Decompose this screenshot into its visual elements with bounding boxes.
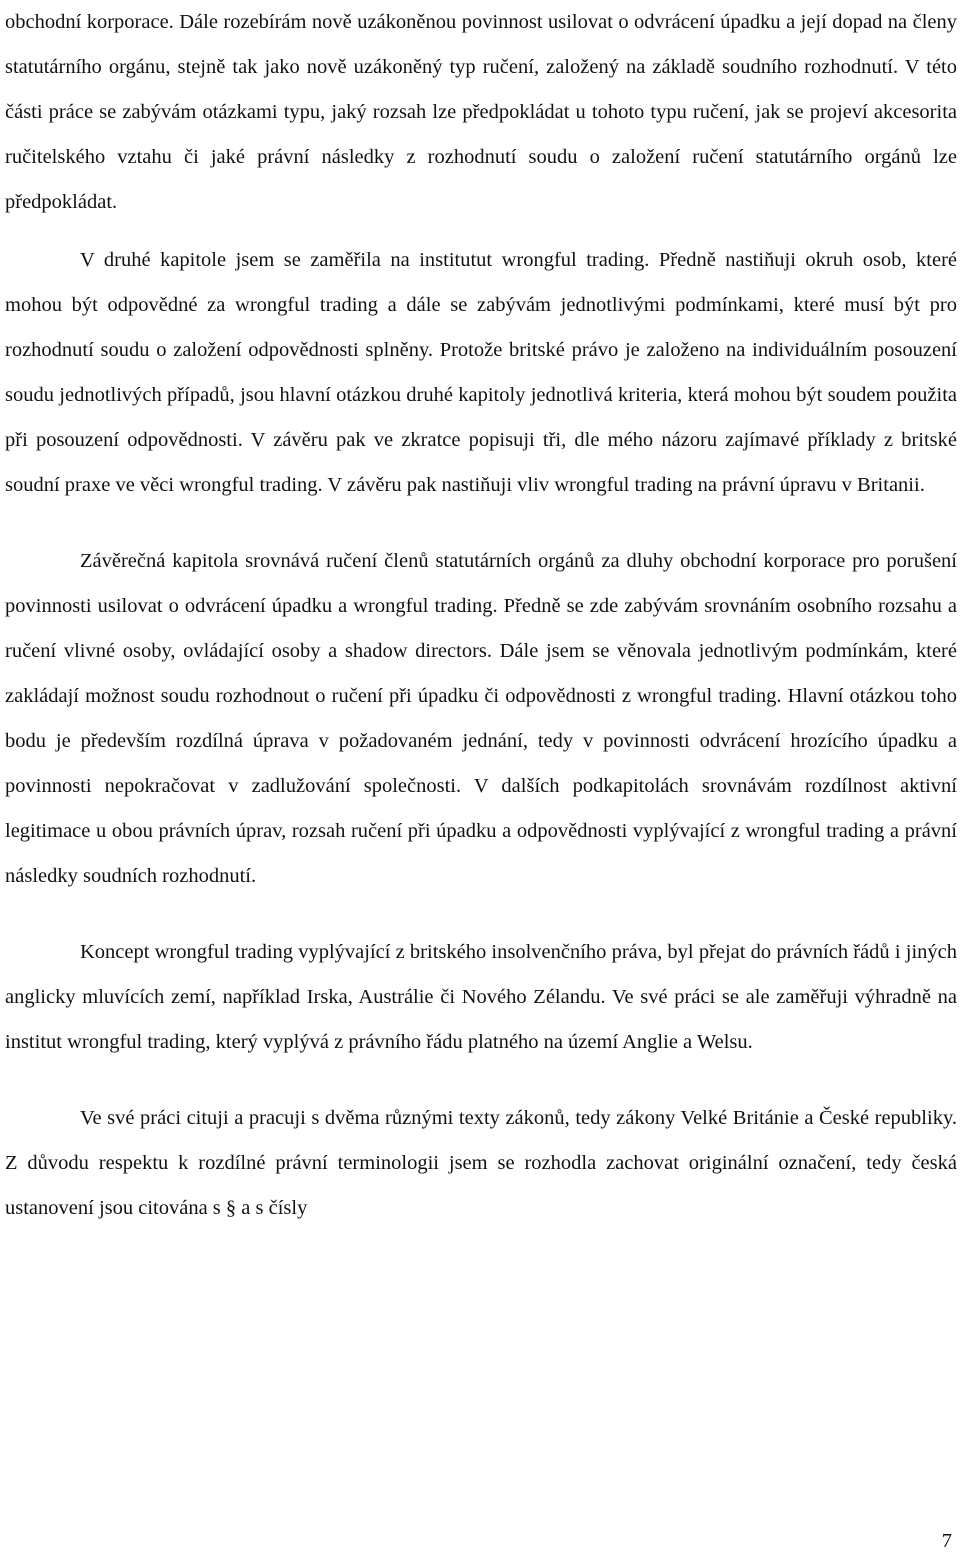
paragraph-final-chapter: Závěrečná kapitola srovnává ručení členů statutárních orgánů za dluhy obchodní korporace pro porušení povinnosti usilovat o odvrácení úpadku a wrongful trading. Předně se zde zabývám srovnáním osobního rozsahu a ručení vlivné osoby, ovládající osoby a shadow directors. Dále jsem se věnovala jednotlivým podmínkám, které zakládají možnost soudu rozhodnout o ručení při úpadku či odpovědnosti z wrongful trading. Hlavní otázkou toho bodu je především rozdílná úprava v požadovaném jednání, tedy v povinnosti odvrácení hrozícího úpadku a povinnosti nepokračovat v zadlužování společnosti. V dalších podkapitolách srovnávám rozdílnost aktivní legitimace u obou právních úprav, rozsah ručení při úpadku a odpovědnosti vyplývající z wrongful trading a právní následky soudních rozhodnutí. xyxy=(5,550,957,887)
paragraph-concept: Koncept wrongful trading vyplývající z britského insolvenčního práva, byl přejat do právních řádů i jiných anglicky mluvících zemí, například Irska, Austrálie či Nového Zélandu. Ve své práci se ale zaměřuji výhradně na institut wrongful trading, který vyplývá z právního řádu platného na území Anglie a Welsu. xyxy=(5,941,957,1053)
paragraph-citations: Ve své práci cituji a pracuji s dvěma různými texty zákonů, tedy zákony Velké Británie a České republiky. Z důvodu respektu k rozdílné právní terminologii jsem se rozhodla zachovat originální označení, tedy česká ustanovení jsou citována s § a s čísly xyxy=(5,1107,957,1219)
paragraph-second-chapter: V druhé kapitole jsem se zaměřila na institutut wrongful trading. Předně nastiňuji okruh osob, které mohou být odpovědné za wrongful trading a dále se zabývám jednotlivými podmínkami, které musí být pro rozhodnutí soudu o založení odpovědnosti splněny. Protože britské právo je založeno na individuálním posouzení soudu jednotlivých případů, jsou hlavní otázkou druhé kapitoly jednotlivá kriteria, která mohou být soudem použita při posouzení odpovědnosti. V závěru pak ve zkratce popisuji tři, dle mého názoru zajímavé příklady z britské soudní praxe ve věci wrongful trading. V závěru pak nastiňuji vliv wrongful trading na právní úpravu v Britanii. xyxy=(5,249,957,496)
page-number: 7 xyxy=(941,1530,952,1552)
paragraph-continuation: obchodní korporace. Dále rozebírám nově uzákoněnou povinnost usilovat o odvrácení úpadku a její dopad na členy statutárního orgánu, stejně tak jako nově uzákoněný typ ručení, založený na základě soudního rozhodnutí. V této části práce se zabývám otázkami typu, jaký rozsah lze předpokládat u tohoto typu ručení, jak se projeví akcesorita ručitelského vztahu či jaké právní následky z rozhodnutí soudu o založení ručení statutárního orgánů lze předpokládat. xyxy=(5,11,957,213)
document-page xyxy=(5,0,957,1231)
